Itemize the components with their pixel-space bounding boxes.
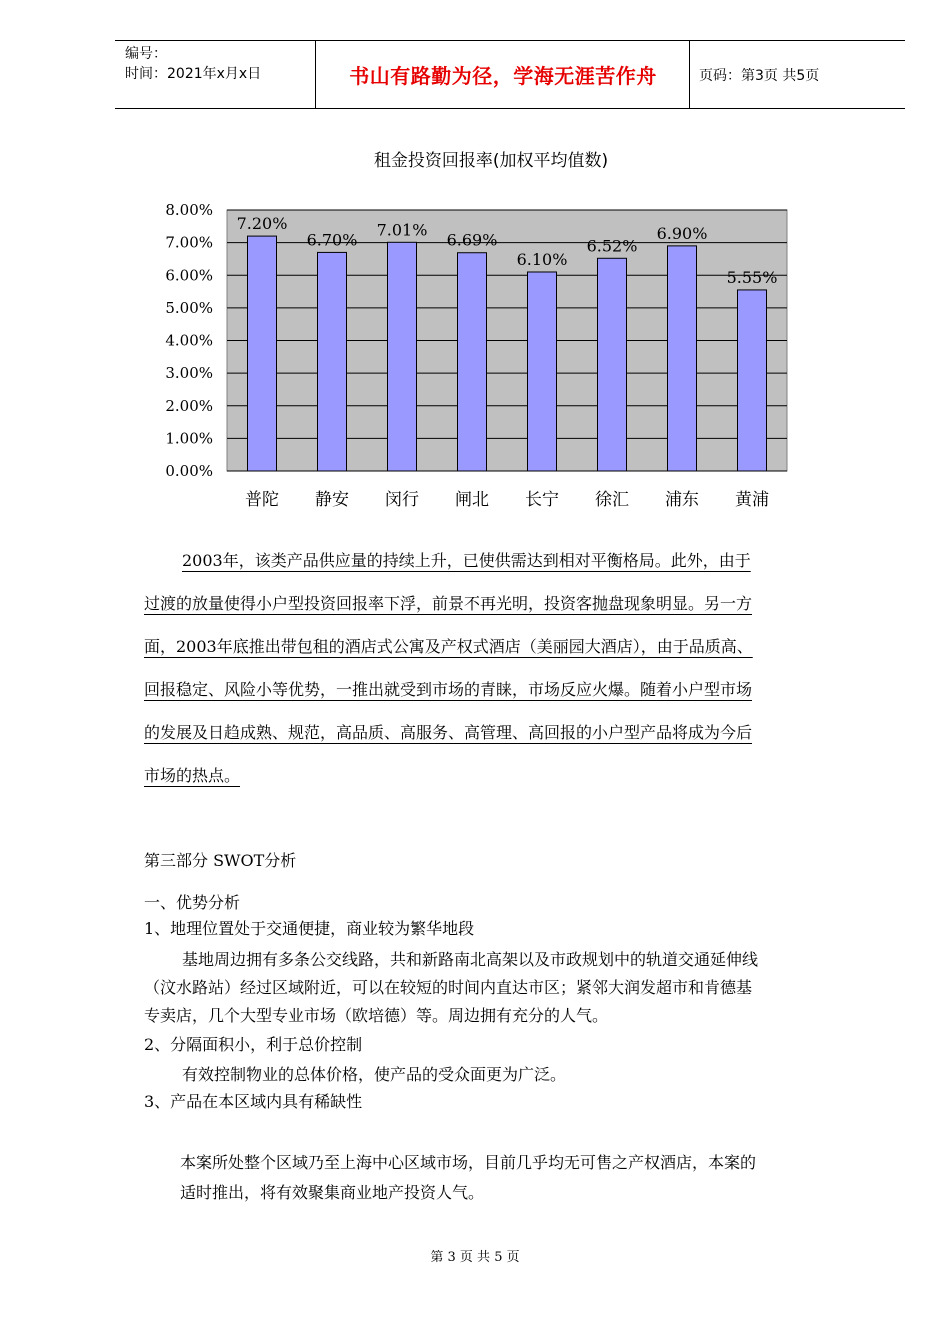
x-tick-label: 徐汇 — [595, 490, 629, 510]
paragraph-line: 回报稳定、风险小等优势，一推出就受到市场的青睐，市场反应火爆。随着小户型市场 — [144, 680, 753, 699]
bar — [318, 252, 347, 471]
data-label: 5.55% — [726, 267, 778, 287]
page-footer: 第 3 页 共 5 页 — [430, 1250, 520, 1265]
paragraph-line: 市场的热点。 — [144, 766, 241, 785]
paragraph-line: 过渡的放量使得小户型投资回报率下浮，前景不再光明，投资客抛盘现象明显。另一方 — [144, 594, 753, 613]
data-label: 7.20% — [236, 214, 288, 234]
x-tick-label: 普陀 — [245, 490, 279, 510]
x-tick-label: 静安 — [315, 490, 349, 510]
y-tick-label: 2.00% — [165, 396, 213, 415]
data-label: 6.69% — [446, 230, 498, 250]
subsection-title: 一、优势分析 — [144, 893, 241, 912]
y-tick-label: 0.00% — [165, 462, 213, 480]
x-tick-label: 长宁 — [525, 490, 559, 510]
chart-title: 租金投资回报率(加权平均值数) — [373, 151, 609, 171]
data-label: 6.10% — [516, 249, 568, 269]
y-tick-label: 8.00% — [165, 201, 213, 219]
section-title: 第三部分 SWOT分析 — [144, 851, 297, 870]
item-text-line: 有效控制物业的总体价格，使产品的受众面更为广泛。 — [182, 1065, 567, 1084]
bar — [248, 236, 277, 471]
data-label: 6.90% — [656, 223, 708, 243]
bar — [528, 272, 557, 471]
item-heading: 1、地理位置处于交通便捷，商业较为繁华地段 — [144, 919, 475, 938]
x-tick-label: 闸北 — [455, 490, 489, 510]
paragraph-line: 的发展及日趋成熟、规范，高品质、高服务、高管理、高回报的小户型产品将成为今后 — [144, 723, 753, 742]
bar — [738, 290, 767, 471]
header-meta — [125, 44, 261, 84]
y-tick-label: 1.00% — [165, 429, 213, 448]
rent-return-bar-chart — [140, 140, 820, 520]
y-tick-label: 4.00% — [165, 331, 213, 350]
header-motto: 书山有路勤为径，学海无涯苦作舟 — [349, 64, 657, 88]
header-page-info: 页码：第3页 共5页 — [699, 67, 820, 84]
header-divider — [689, 41, 690, 108]
y-tick-label: 7.00% — [165, 233, 213, 252]
item-text-line: 基地周边拥有多条公交线路，共和新路南北高架以及市政规划中的轨道交通延伸线 — [182, 950, 759, 969]
x-tick-label: 闵行 — [385, 490, 419, 510]
item-heading: 2、分隔面积小，利于总价控制 — [144, 1035, 363, 1054]
bar — [388, 242, 417, 471]
number-label: 编号： — [125, 46, 167, 62]
data-label: 6.70% — [306, 230, 358, 250]
x-tick-label: 浦东 — [665, 490, 699, 510]
data-label: 6.52% — [586, 236, 638, 256]
item-heading: 3、产品在本区域内具有稀缺性 — [144, 1092, 363, 1111]
bar — [458, 253, 487, 471]
item-text-line: 适时推出，将有效聚集商业地产投资人气。 — [180, 1183, 485, 1202]
x-tick-label: 黄浦 — [735, 490, 769, 510]
y-tick-label: 3.00% — [165, 364, 213, 383]
time-label: 时间：2021年x月x日 — [125, 66, 262, 82]
header-divider — [315, 41, 316, 108]
item-text-line: 专卖店，几个大型专业市场（欧培德）等。周边拥有充分的人气。 — [144, 1006, 609, 1025]
paragraph-line: 2003年，该类产品供应量的持续上升，已使供需达到相对平衡格局。此外，由于 — [182, 551, 751, 570]
bar — [598, 258, 627, 471]
y-tick-label: 5.00% — [165, 298, 213, 317]
paragraph-line: 面，2003年底推出带包租的酒店式公寓及产权式酒店（美丽园大酒店），由于品质高、 — [144, 637, 753, 656]
item-text-line: 本案所处整个区域乃至上海中心区域市场，目前几乎均无可售之产权酒店，本案的 — [180, 1153, 757, 1172]
item-text-line: （汶水路站）经过区域附近，可以在较短的时间内直达市区；紧邻大润发超市和肯德基 — [144, 978, 753, 997]
data-label: 7.01% — [376, 220, 428, 240]
y-tick-label: 6.00% — [165, 266, 213, 285]
page-header — [115, 40, 905, 109]
bar — [668, 246, 697, 471]
